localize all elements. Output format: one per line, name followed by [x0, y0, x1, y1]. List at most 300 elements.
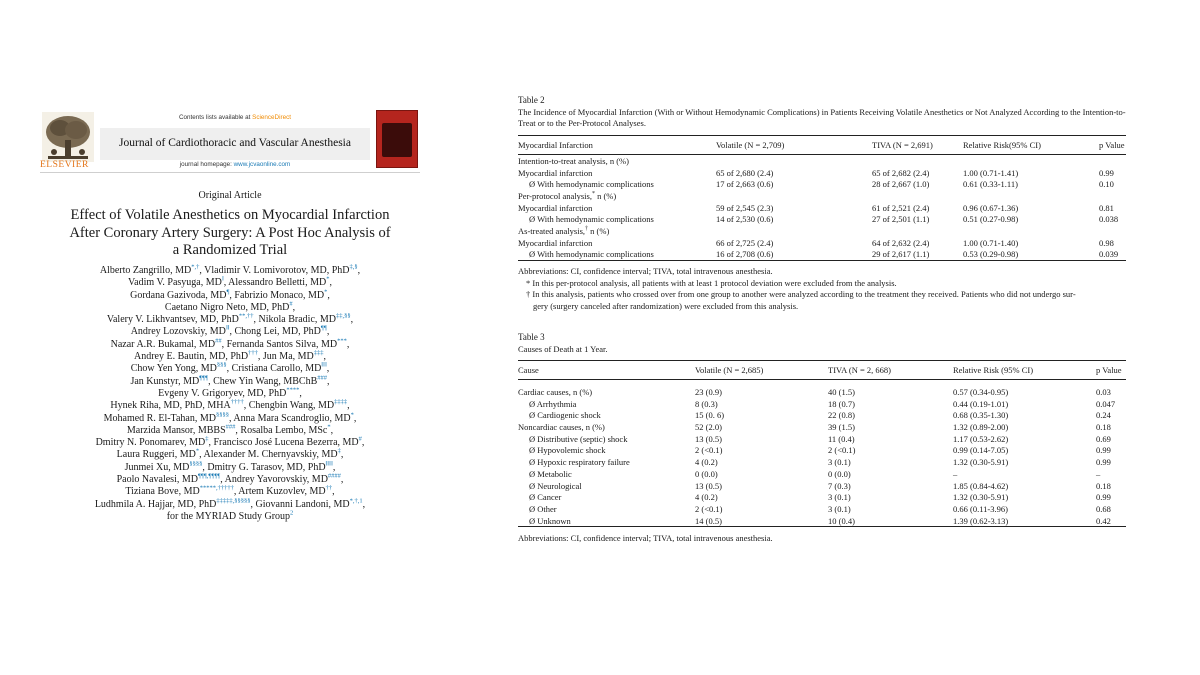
table-row: [518, 421, 1126, 433]
table-cell: 4 (0.2): [695, 457, 718, 468]
table-row: [518, 167, 1126, 179]
author-name: , Chengbin Wang, MD: [243, 400, 335, 412]
author-name: , Jun Ma, MD: [257, 351, 314, 363]
table2-column-header: Relative Risk(95% CI): [963, 140, 1041, 150]
row-label-text: Per-protocol analysis,: [518, 190, 592, 201]
row-label-text: Ø Neurological: [529, 480, 582, 491]
author-name: , Dmitry G. Tarasov, MD, PhD: [202, 461, 326, 473]
table-cell: 11 (0.4): [828, 433, 855, 444]
table-row: [518, 225, 1126, 237]
row-label: [518, 503, 695, 515]
table-cell: 13 (0.5): [695, 433, 722, 444]
table-cell: 1.00 (0.71-1.41): [963, 167, 1019, 178]
table-cell: 0.53 (0.29-0.98): [963, 249, 1019, 260]
table-cell: 0.99 (0.14-7.05): [953, 445, 1009, 456]
table-cell: 0.66 (0.11-3.96): [953, 503, 1008, 514]
table-cell: 0.038: [1099, 214, 1119, 225]
table-cell: 0.57 (0.34-0.95): [953, 387, 1009, 398]
table-cell: 52 (2.0): [695, 422, 722, 433]
row-label: [518, 178, 716, 190]
row-label-text: Myocardial infarction: [518, 202, 593, 213]
table-row: [518, 398, 1126, 410]
row-label: [518, 456, 695, 468]
table2-label: Table 2: [518, 95, 545, 105]
affiliation-marker[interactable]: ‖‖: [225, 325, 230, 333]
affiliation-marker[interactable]: †††: [248, 349, 258, 357]
table-cell: 0.51 (0.27-0.98): [963, 214, 1019, 225]
table-row: [518, 202, 1126, 214]
affiliation-marker[interactable]: *: [324, 288, 328, 296]
row-label: [518, 468, 695, 480]
author-name: Andrey Lozovskiy, MD: [130, 326, 226, 338]
author-name: , Vladimir V. Lomivorotov, MD, PhD: [199, 265, 350, 276]
affiliation-marker[interactable]: §§§: [216, 362, 227, 370]
affiliation-marker[interactable]: 2: [290, 509, 294, 517]
author-name: Vadim V. Pasyuga, MD: [128, 277, 222, 289]
author-name: Laura Ruggeri, MD: [116, 449, 196, 461]
row-label-text: Ø With hemodynamic complications: [529, 249, 654, 260]
affiliation-marker[interactable]: ‡,§: [349, 263, 358, 271]
author-name: ,: [330, 424, 334, 436]
table2-column-header: p Value: [1099, 140, 1125, 150]
affiliation-marker[interactable]: ****: [286, 386, 300, 394]
table2-column-header: Myocardial Infarction: [518, 140, 593, 150]
homepage-link[interactable]: www.jcvaonline.com: [233, 161, 291, 168]
table-row: [518, 155, 1126, 167]
row-label-text: Noncardiac causes, n (%): [518, 422, 605, 433]
author-name: Mohamed R. El-Tahan, MD: [103, 412, 216, 424]
table-cell: 0.99: [1099, 167, 1114, 178]
author-name: , Alessandro Belletti, MD: [223, 277, 327, 289]
table-cell: 0.047: [1096, 398, 1116, 409]
affiliation-marker[interactable]: #: [358, 435, 362, 443]
table-cell: 18 (0.7): [828, 398, 855, 409]
table-row: [518, 249, 1126, 261]
author-name: Nazar A.R. Bukamal, MD: [110, 338, 216, 350]
affiliation-marker[interactable]: ‡: [205, 435, 209, 443]
row-label: [518, 249, 716, 261]
table-cell: 10 (0.4): [828, 515, 855, 526]
row-label: [518, 213, 716, 225]
author-name: ,: [292, 301, 296, 313]
affiliation-marker[interactable]: ††††: [230, 398, 244, 406]
table-cell: 0.68 (0.35-1.30): [953, 410, 1009, 421]
affiliation-marker[interactable]: *: [350, 411, 354, 419]
row-label-text: As-treated analysis,: [518, 225, 586, 236]
row-label-text: Myocardial infarction: [518, 167, 593, 178]
author-name: Caetano Nigro Neto, MD, PhD: [164, 301, 290, 313]
affiliation-marker[interactable]: *****,†††††: [199, 485, 234, 493]
affiliation-marker[interactable]: *,†,1: [349, 497, 363, 505]
affiliation-marker[interactable]: ¶: [226, 288, 230, 296]
affiliation-marker[interactable]: ###: [225, 423, 236, 431]
affiliation-marker[interactable]: ***: [337, 337, 347, 345]
affiliation-marker[interactable]: ‡‡,§§: [336, 312, 351, 320]
author-name: ,: [329, 277, 332, 289]
table-cell: [963, 225, 1099, 237]
affiliation-marker[interactable]: ¶¶¶,¶¶¶¶: [197, 472, 221, 480]
table-cell: [1099, 225, 1126, 237]
table-cell: 61 of 2,521 (2.4): [872, 202, 930, 213]
author-name: , Chong Lei, MD, PhD: [229, 326, 321, 338]
table-cell: [1099, 155, 1126, 167]
table-cell: 15 (0. 6): [695, 410, 725, 421]
affiliation-marker[interactable]: §§§§: [215, 411, 229, 419]
table-cell: 64 of 2,632 (2.4): [872, 237, 930, 248]
author-name: Junmei Xu, MD: [124, 461, 190, 473]
author-line: [40, 449, 420, 461]
table-cell: 40 (1.5): [828, 387, 855, 398]
table3-column-header: Volatile (N = 2,685): [695, 365, 764, 376]
author-line: [40, 351, 420, 363]
footnote-marker: *: [591, 191, 595, 198]
table2: [518, 135, 1126, 261]
row-label-text: Ø With hemodynamic complications: [529, 179, 654, 190]
table3-column-header: Cause: [518, 365, 539, 376]
affiliation-marker[interactable]: **,††: [238, 312, 254, 320]
article-first-page: [40, 100, 420, 540]
table-cell: 2 (<0.1): [828, 445, 856, 456]
row-label-text: Ø Unknown: [529, 515, 571, 526]
table-cell: 2 (<0.1): [695, 503, 723, 514]
table-cell: 4 (0.2): [695, 492, 718, 503]
table2-column-header: TIVA (N = 2,691): [872, 140, 933, 150]
author-line: [40, 511, 420, 523]
affiliation-marker[interactable]: ¶¶¶: [199, 374, 209, 382]
row-label: [518, 433, 695, 445]
table-row: [518, 190, 1126, 202]
author-name: Dmitry N. Ponomarev, MD: [95, 437, 206, 449]
table-cell: 13 (0.5): [695, 480, 722, 491]
footnote-marker: †: [585, 226, 589, 233]
author-list: [40, 265, 420, 523]
table-cell: [963, 155, 1099, 167]
row-label-text: Myocardial infarction: [518, 237, 593, 248]
author-name: ,: [327, 375, 330, 387]
author-name: , Rosalba Lembo, MSc: [235, 424, 328, 436]
affiliation-marker[interactable]: ¶¶: [320, 325, 327, 333]
row-label-tail: n (%): [588, 225, 610, 236]
table-cell: 1.17 (0.53-2.62): [953, 433, 1009, 444]
affiliation-marker[interactable]: *,†: [191, 263, 200, 271]
author-name: Evgeny V. Grigoryev, MD, PhD: [158, 387, 287, 399]
table-cell: [872, 225, 963, 237]
author-name: Valery V. Likhvantsev, MD, PhD: [106, 314, 239, 326]
author-name: ,: [346, 338, 350, 350]
table3-label: Table 3: [518, 332, 545, 343]
row-label-text: Ø With hemodynamic complications: [529, 214, 654, 225]
author-line: [40, 339, 420, 351]
table-cell: 3 (0.1): [828, 503, 851, 514]
tables-panel: [518, 95, 1126, 545]
affiliation-marker[interactable]: ‡‡‡‡‡,§§§§§: [216, 497, 251, 505]
author-name: , Giovanni Landoni, MD: [250, 498, 350, 510]
author-name: Gordana Gazivoda, MD: [130, 289, 227, 301]
author-line: [40, 302, 420, 314]
author-line: [40, 314, 420, 326]
table-cell: 0.03: [1096, 387, 1111, 398]
table-cell: 0.68: [1096, 503, 1111, 514]
table-cell: 0 (0.0): [828, 468, 851, 479]
author-name: Alberto Zangrillo, MD: [99, 265, 192, 276]
table2-title: The Incidence of Myocardial Infarction (With or Without Hemodynamic Complications) in Patients Receiving Volatile Anesthetics or Not Analyzed According to the Intention-to-Treat or to the Per-Protocol Analyses.: [518, 107, 1126, 128]
table-cell: [872, 190, 963, 202]
affiliation-marker[interactable]: ‖‖‖: [321, 362, 327, 370]
author-name: ,: [350, 314, 354, 326]
affiliation-marker[interactable]: §§§§: [189, 460, 203, 468]
article-type: Original Article: [198, 190, 262, 201]
table-cell: 23 (0.9): [695, 387, 722, 398]
author-name: Jan Kunstyr, MD: [130, 375, 200, 387]
row-label: [518, 410, 695, 422]
table-cell: [716, 225, 872, 237]
author-line: [40, 400, 420, 412]
row-label-tail: n (%): [594, 190, 617, 201]
table-row: [518, 515, 1126, 527]
row-label-text: Ø Distributive (septic) shock: [529, 433, 628, 444]
journal-title-box: [100, 128, 370, 160]
author-line: [40, 363, 420, 375]
row-label: [518, 190, 716, 202]
table-row: [518, 503, 1126, 515]
journal-masthead: [40, 100, 420, 173]
table-cell: 0 (0.0): [695, 468, 718, 479]
table-cell: 1.39 (0.62-3.13): [953, 515, 1009, 526]
article-title: Effect of Volatile Anesthetics on Myocardial Infarction After Coronary Artery Surgery: A Post Hoc Analysis of a Randomized Trial: [69, 207, 391, 258]
table-cell: 0.10: [1099, 179, 1114, 190]
author-line: [40, 290, 420, 302]
table-cell: 1.32 (0.30-5.91): [953, 457, 1009, 468]
row-label: [518, 386, 695, 398]
table3-footnote: Abbreviations: CI, confidence interval; TIVA, total intravenous anesthesia.: [518, 533, 773, 544]
author-name: , Fabrizio Monaco, MD: [229, 289, 325, 301]
table2-footnote: * In this per-protocol analysis, all patients with at least 1 protocol deviation were excluded from the analysis.: [526, 277, 897, 288]
author-name: ,: [332, 461, 336, 473]
table3-column-header: TIVA (N = 2, 668): [828, 365, 891, 376]
table-cell: 22 (0.8): [828, 410, 855, 421]
author-line: [40, 499, 420, 511]
table-row: [518, 410, 1126, 422]
table-cell: 0.18: [1096, 480, 1111, 491]
table-cell: 66 of 2,725 (2.4): [716, 237, 774, 248]
row-label: [518, 515, 695, 527]
table-cell: 1.32 (0.89-2.00): [953, 422, 1009, 433]
author-name: , Fernanda Santos Silva, MD: [221, 338, 338, 350]
table-cell: 0.98: [1099, 237, 1114, 248]
table-cell: 0.44 (0.19-1.01): [953, 398, 1009, 409]
author-name: ,: [347, 400, 350, 412]
author-line: [40, 265, 420, 277]
row-label-text: Cardiac causes, n (%): [518, 387, 593, 398]
author-name: , Andrey Yavorovskiy, MD: [220, 474, 328, 486]
author-name: Marzida Mansor, MBBS: [126, 424, 226, 436]
author-line: [40, 376, 420, 388]
table2-header-row: [518, 136, 1126, 155]
table-cell: 0.99: [1096, 445, 1111, 456]
table-cell: –: [1096, 468, 1101, 479]
author-name: ,: [299, 387, 302, 399]
affiliation-marker[interactable]: ##: [215, 337, 222, 345]
affiliation-marker[interactable]: ††: [325, 485, 333, 493]
row-label: [518, 421, 695, 433]
table-row: [518, 433, 1126, 445]
row-label: [518, 202, 716, 214]
table-row: [518, 491, 1126, 503]
table-cell: 0.61 (0.33-1.11): [963, 179, 1018, 190]
author-line: [40, 277, 420, 289]
contents-line: Contents lists available at ScienceDirect: [178, 114, 291, 121]
author-name: ,: [353, 412, 357, 424]
affiliation-marker[interactable]: ‡: [337, 448, 341, 456]
affiliation-marker[interactable]: ‖: [221, 275, 224, 283]
author-name: Paolo Navalesi, MD: [116, 474, 198, 486]
table2-footnote: gery (surgery canceled after randomization) were excluded from this analysis.: [533, 300, 799, 311]
table-cell: 0.69: [1096, 433, 1111, 444]
table-cell: 8 (0.3): [695, 398, 718, 409]
author-name: ,: [327, 289, 330, 301]
table-cell: 0.42: [1096, 515, 1111, 526]
affiliation-marker[interactable]: *: [327, 423, 331, 431]
table-cell: [716, 190, 872, 202]
table-cell: [716, 155, 872, 167]
table-cell: [872, 155, 963, 167]
table-row: [518, 480, 1126, 492]
author-name: ,: [340, 474, 344, 486]
row-label: [518, 155, 716, 167]
table-cell: 14 of 2,530 (0.6): [716, 214, 774, 225]
table-row: [518, 456, 1126, 468]
author-name: ,: [323, 351, 326, 363]
table2-footnotes: [518, 266, 1126, 312]
table-row: [518, 213, 1126, 225]
author-name: , Chew Yin Wang, MBChB: [208, 375, 318, 387]
row-label-text: Ø Arrhythmia: [529, 398, 577, 409]
author-name: for the MYRIAD Study Group: [166, 510, 291, 522]
author-name: Chow Yen Yong, MD: [130, 363, 217, 375]
journal-name: Journal of Cardiothoracic and Vascular Anesthesia: [119, 137, 351, 149]
table-cell: 65 of 2,680 (2.4): [716, 167, 774, 178]
table-cell: 0.18: [1096, 422, 1111, 433]
affiliation-marker[interactable]: *: [326, 275, 330, 283]
table3-column-header: Relative Risk (95% CI): [953, 365, 1034, 376]
affiliation-marker[interactable]: ‖‖‖‖: [325, 460, 333, 468]
affiliation-marker[interactable]: ‡‡‡: [313, 349, 324, 357]
row-label: [518, 445, 695, 457]
table-cell: 1.32 (0.30-5.91): [953, 492, 1009, 503]
table-cell: 27 of 2,501 (1.1): [872, 214, 930, 225]
table-cell: 1.85 (0.84-4.62): [953, 480, 1009, 491]
author-name: , Alexander M. Chernyavskiy, MD: [199, 449, 338, 461]
author-name: ,: [362, 498, 366, 510]
table-row: [518, 178, 1126, 190]
author-line: [40, 425, 420, 437]
author-name: , Cristiana Carollo, MD: [226, 363, 322, 375]
row-label-text: Intention-to-treat analysis, n (%): [518, 155, 629, 166]
affiliation-marker[interactable]: *: [195, 448, 200, 456]
affiliation-marker[interactable]: ####: [327, 472, 341, 480]
table-row: [518, 237, 1126, 249]
table3-header-row: [518, 361, 1126, 380]
affiliation-marker[interactable]: ‡‡‡‡: [334, 398, 348, 406]
row-label-text: Ø Hypovolemic shock: [529, 445, 606, 456]
author-line: [40, 462, 420, 474]
cover-artwork: [382, 123, 412, 157]
table-cell: 3 (0.1): [828, 457, 851, 468]
journal-cover-image: [376, 110, 418, 168]
author-name: ,: [361, 437, 365, 449]
table2-footnote: † In this analysis, patients who crossed over from one group to another were analyzed according to the treatment they received. Patients who did not undergo sur-: [526, 289, 1076, 300]
row-label: [518, 398, 695, 410]
table-cell: 39 (1.5): [828, 422, 855, 433]
author-line: [40, 437, 420, 449]
row-label: [518, 167, 716, 179]
row-label: [518, 480, 695, 492]
table-cell: [1099, 190, 1126, 202]
table2-column-header: Volatile (N = 2,709): [716, 140, 785, 150]
table-row: [518, 386, 1126, 398]
table-cell: 16 of 2,708 (0.6): [716, 249, 774, 260]
author-name: Hynek Riha, MD, PhD, MHA: [110, 400, 231, 412]
row-label: [518, 491, 695, 503]
table-cell: –: [953, 468, 958, 479]
table-cell: 17 of 2,663 (0.6): [716, 179, 774, 190]
journal-homepage: journal homepage: www.jcvaonline.com: [179, 161, 291, 168]
author-name: , Artem Kuzovlev, MD: [233, 486, 326, 498]
publisher-name: ELSEVIER: [40, 160, 89, 170]
table-cell: 14 (0.5): [695, 515, 722, 526]
author-name: Ludhmila A. Hajjar, MD, PhD: [94, 498, 217, 510]
row-label-text: Ø Other: [529, 503, 557, 514]
author-name: , Nikola Bradic, MD: [253, 314, 337, 326]
row-label-text: Ø Cancer: [529, 492, 562, 503]
row-label-text: Ø Hypoxic respiratory failure: [529, 457, 630, 468]
author-line: [40, 326, 420, 338]
affiliation-marker[interactable]: #: [289, 300, 293, 308]
table-cell: [963, 190, 1099, 202]
table-cell: 59 of 2,545 (2.3): [716, 202, 774, 213]
author-name: ,: [326, 326, 330, 338]
author-name: , Francisco José Lucena Bezerra, MD: [208, 437, 359, 449]
row-label-text: Ø Metabolic: [529, 468, 572, 479]
table-cell: 0.039: [1099, 249, 1119, 260]
table-cell: 0.81: [1099, 202, 1114, 213]
sciencedirect-link[interactable]: ScienceDirect: [252, 114, 291, 121]
row-label: [518, 225, 716, 237]
table3-title: Causes of Death at 1 Year.: [518, 344, 608, 355]
table-cell: 7 (0.3): [828, 480, 851, 491]
author-name: ,: [326, 363, 330, 375]
affiliation-marker[interactable]: ###: [317, 374, 328, 382]
table3: [518, 360, 1126, 527]
author-name: , Anna Mara Scandroglio, MD: [228, 412, 351, 424]
table2-footnote: Abbreviations: CI, confidence interval; TIVA, total intravenous anesthesia.: [518, 266, 773, 277]
table-cell: 65 of 2,682 (2.4): [872, 167, 930, 178]
table-row: [518, 445, 1126, 457]
table-cell: 0.24: [1096, 410, 1111, 421]
table-cell: 2 (<0.1): [695, 445, 723, 456]
table-row: [518, 468, 1126, 480]
table-cell: 3 (0.1): [828, 492, 851, 503]
table-cell: 0.99: [1096, 492, 1111, 503]
row-label: [518, 237, 716, 249]
author-name: ,: [340, 449, 344, 461]
table-cell: 0.99: [1096, 457, 1111, 468]
author-name: ,: [332, 486, 335, 498]
table-cell: 0.96 (0.67-1.36): [963, 202, 1019, 213]
table-cell: 28 of 2,667 (1.0): [872, 179, 930, 190]
author-name: Tiziana Bove, MD: [125, 486, 200, 498]
author-name: ,: [357, 265, 361, 276]
